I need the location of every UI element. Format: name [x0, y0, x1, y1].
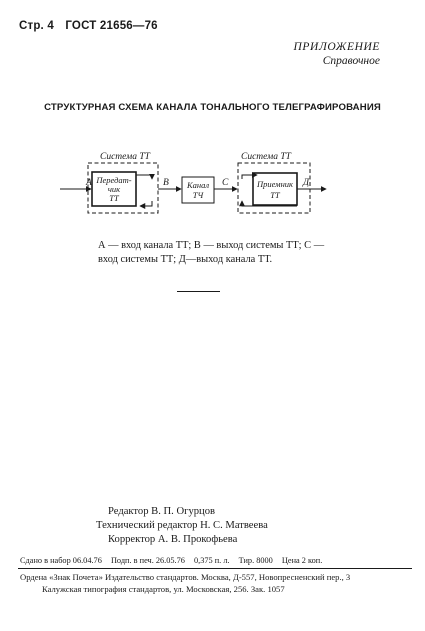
- receiver-label-2: ТТ: [270, 190, 280, 200]
- transmitter-label-1: Передат-: [96, 175, 132, 185]
- credits-block: [96, 505, 346, 547]
- legend-line-2: вход системы ТТ; Д—выход канала ТТ.: [98, 254, 273, 265]
- point-b-label: В: [163, 178, 169, 188]
- left-top-loop: [136, 175, 152, 179]
- typeset-date: Сдано в набор 06.04.76: [20, 556, 102, 565]
- tech-editor-credit: Технический редактор Н. С. Матвеева: [96, 520, 268, 531]
- page-number: Стр. 4: [19, 20, 54, 32]
- right-system-label: Система ТТ: [241, 152, 291, 162]
- sheet-count: 0,375 п. л.: [194, 556, 230, 565]
- divider-rule: [177, 291, 220, 292]
- imprint-rule: [18, 568, 412, 569]
- diagram-legend: [98, 239, 358, 267]
- publisher-imprint: [20, 571, 412, 595]
- point-c-label: С: [222, 178, 229, 188]
- print-run: Тир. 8000: [238, 556, 273, 565]
- editor-credit: Редактор В. П. Огурцов: [108, 506, 216, 517]
- channel-label-2: ТЧ: [192, 190, 204, 200]
- right-top-loop: [242, 175, 257, 179]
- appendix-label: [294, 40, 380, 68]
- printer-line: Калужская типография стандартов, ул. Московская, 256. Зак. 1057: [42, 584, 285, 594]
- print-info: [20, 556, 410, 565]
- transmitter-label-3: ТТ: [109, 193, 119, 203]
- proofreader-credit: Корректор А. В. Прокофьева: [108, 534, 238, 545]
- price: Цена 2 коп.: [281, 556, 323, 565]
- section-title: СТРУКТУРНАЯ СХЕМА КАНАЛА ТОНАЛЬНОГО ТЕЛЕГРАФИРОВАНИЯ: [44, 102, 381, 113]
- legend-line-1: А — вход канала ТТ; В — выход системы ТТ; С —: [98, 240, 325, 251]
- receiver-block: [253, 173, 297, 205]
- channel-label-1: Канал: [186, 180, 210, 190]
- appendix-subtitle: Справочное: [322, 55, 380, 67]
- block-diagram: [60, 143, 330, 225]
- page-header: [19, 20, 166, 32]
- appendix-title: ПРИЛОЖЕНИЕ: [293, 41, 380, 53]
- left-bottom-loop: [140, 201, 152, 206]
- publisher-line: Ордена «Знак Почета» Издательство стандартов. Москва, Д-557, Новопресненский пер., 3: [20, 572, 351, 582]
- point-d-label: Д: [303, 178, 310, 188]
- standard-code: ГОСТ 21656—76: [65, 20, 158, 32]
- point-a-label: А: [86, 178, 92, 188]
- left-system-label: Система ТТ: [100, 152, 150, 162]
- receiver-label-1: Приемник: [256, 179, 294, 189]
- transmitter-label-2: чик: [107, 184, 121, 194]
- signed-date: Подп. в печ. 26.05.76: [110, 556, 185, 565]
